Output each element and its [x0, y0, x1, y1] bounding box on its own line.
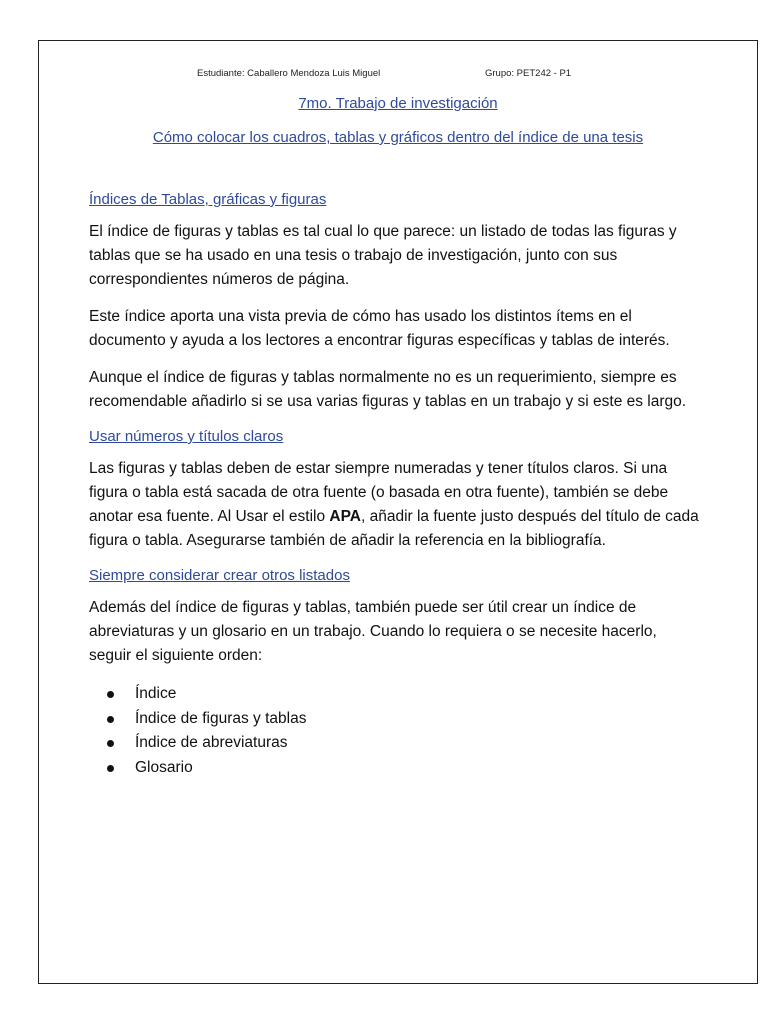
paragraph: Las figuras y tablas deben de estar siempre numeradas y tener títulos claros. Si una figura o tabla está sacada de otra fuente (o basada en otra fuente), también se debe anotar esa fuente. Al Usar el estilo APA, añadir la fuente justo después del título de cada figura o tabla. Asegurarse también de añadir la referencia en la bibliografía. [89, 460, 699, 549]
list-item: Índice de abreviaturas [89, 731, 701, 756]
apa-bold-text: APA [329, 508, 361, 525]
section-heading-listados: Siempre considerar crear otros listados [89, 567, 350, 584]
list-item: Glosario [89, 756, 701, 781]
list-item: Índice [89, 682, 701, 707]
bullet-icon [107, 740, 114, 747]
paragraph: El índice de figuras y tablas es tal cual lo que parece: un listado de todas las figuras y tablas que se ha usado en una tesis o trabajo de investigación, junto con sus correspondientes números de página. [89, 223, 677, 288]
document-page [38, 40, 758, 984]
bullet-icon [107, 765, 114, 772]
bullet-list [89, 682, 701, 780]
paragraph: Este índice aporta una vista previa de cómo has usado los distintos ítems en el documento y ayuda a los lectores a encontrar figuras específicas y tablas de interés. [89, 308, 670, 349]
section-heading-numeros: Usar números y títulos claros [89, 428, 284, 445]
bullet-icon [107, 691, 114, 698]
document-body [89, 191, 701, 780]
paragraph: Además del índice de figuras y tablas, también puede ser útil crear un índice de abreviaturas y un glosario en un trabajo. Cuando lo requiera o se necesite hacerlo, seguir el siguiente orden: [89, 599, 657, 664]
section-heading-indices: Índices de Tablas, gráficas y figuras [89, 191, 327, 208]
document-title: 7mo. Trabajo de investigación [298, 95, 498, 112]
document-subtitle: Cómo colocar los cuadros, tablas y gráficos dentro del índice de una tesis [152, 129, 644, 146]
paragraph: Aunque el índice de figuras y tablas normalmente no es un requerimiento, siempre es recomendable añadirlo si se usa varias figuras y tablas en un trabajo y si este es largo. [89, 369, 687, 410]
group-label: Grupo: PET242 - P1 [485, 68, 572, 79]
list-item: Índice de figuras y tablas [89, 707, 701, 732]
student-name: Estudiante: Caballero Mendoza Luis Miguel [197, 68, 381, 79]
bullet-icon [107, 716, 114, 723]
